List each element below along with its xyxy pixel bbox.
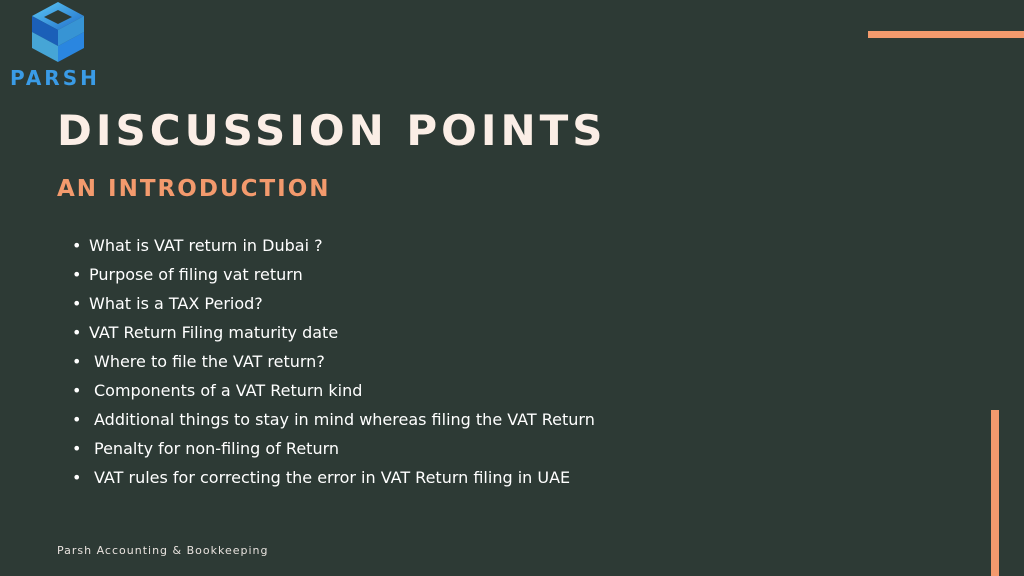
list-item-text: Additional things to stay in mind whereas filing the VAT Return bbox=[94, 410, 595, 429]
list-item-text: Purpose of filing vat return bbox=[89, 265, 303, 284]
logo-text: PARSH bbox=[10, 66, 100, 90]
bullet-icon: • bbox=[72, 294, 82, 313]
bullet-icon: • bbox=[72, 352, 82, 371]
bullet-icon: • bbox=[72, 236, 82, 255]
list-item-text: What is a TAX Period? bbox=[89, 294, 263, 313]
list-item bbox=[72, 376, 595, 405]
accent-bar-right bbox=[991, 410, 999, 576]
list-item bbox=[72, 260, 595, 289]
list-item bbox=[72, 405, 595, 434]
bullet-icon: • bbox=[72, 381, 82, 400]
list-item-text: Components of a VAT Return kind bbox=[94, 381, 363, 400]
bullet-icon: • bbox=[72, 439, 82, 458]
list-item-text: Penalty for non-filing of Return bbox=[94, 439, 340, 458]
list-item bbox=[72, 347, 595, 376]
list-item-text: Where to file the VAT return? bbox=[94, 352, 325, 371]
list-item bbox=[72, 463, 595, 492]
list-item bbox=[72, 289, 595, 318]
bullet-icon: • bbox=[72, 265, 82, 284]
list-item-text: VAT Return Filing maturity date bbox=[89, 323, 339, 342]
discussion-points-list bbox=[72, 231, 595, 492]
footer-text: Parsh Accounting & Bookkeeping bbox=[57, 544, 269, 557]
list-item bbox=[72, 231, 595, 260]
page-subtitle: AN INTRODUCTION bbox=[57, 176, 331, 202]
list-item-text: VAT rules for correcting the error in VAT Return filing in UAE bbox=[94, 468, 571, 487]
accent-bar-top bbox=[868, 31, 1024, 38]
parsh-cube-icon bbox=[28, 0, 88, 64]
bullet-icon: • bbox=[72, 410, 82, 429]
bullet-icon: • bbox=[72, 323, 82, 342]
list-item-text: What is VAT return in Dubai ? bbox=[89, 236, 323, 255]
parsh-logo bbox=[8, 0, 108, 92]
list-item bbox=[72, 318, 595, 347]
list-item bbox=[72, 434, 595, 463]
bullet-icon: • bbox=[72, 468, 82, 487]
page-title: DISCUSSION POINTS bbox=[57, 106, 607, 155]
